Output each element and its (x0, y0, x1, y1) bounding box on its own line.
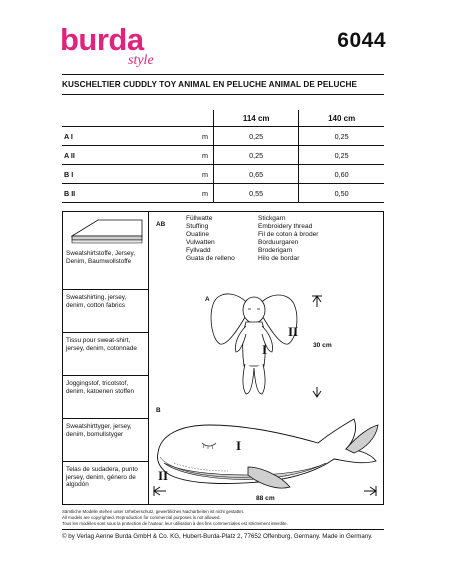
fabric-divider (62, 418, 149, 419)
notion-thread: Stickgarn (258, 215, 286, 222)
title-rule (62, 94, 384, 95)
length-dimension: 88 cm (256, 495, 275, 502)
logo-subtitle: style (128, 53, 154, 68)
notion-thread: Fil de coton à broder (258, 231, 319, 239)
fabric-divider (62, 375, 149, 376)
row-label: A II (62, 146, 146, 165)
view-a-label: A (205, 296, 210, 303)
footer-rule (62, 529, 384, 530)
notion-stuffing: Stuffing (186, 223, 209, 231)
cell-value: 0,60 (299, 165, 384, 184)
cell-value: 0,25 (299, 127, 384, 146)
cell-value: 0,25 (299, 146, 384, 165)
cell-value: 0,50 (299, 184, 384, 203)
column-header: 140 cm (328, 113, 356, 123)
copyright-notice (62, 509, 288, 526)
table-row (62, 146, 384, 165)
whale-body-piece-label: I (236, 438, 242, 453)
row-label: B I (62, 165, 146, 184)
fabric-divider (62, 289, 149, 290)
fabric-text-en: Sweatshirting, jersey, denim, cotton fabrics (66, 294, 127, 309)
notion-thread: Broderigarn (258, 247, 293, 255)
header-rule (62, 74, 384, 75)
fabric-text-nl: Joggingstof, tricotstof, denim, katoenen stoffen (66, 380, 135, 395)
fabric-divider (62, 332, 149, 333)
table-header-row (62, 110, 384, 127)
cell-value: 0,65 (214, 165, 299, 184)
notion-stuffing: Guata de relleno (186, 255, 235, 263)
bunny-ear-piece-label: II (288, 324, 299, 339)
notions-label: AB (156, 221, 166, 228)
fabric-requirements-table (62, 110, 384, 203)
column-header: 114 cm (214, 110, 299, 127)
pattern-number: 6044 (337, 29, 386, 52)
fabric-text-fr: Tissu pour sweat-shirt, jersey, denim, cotonnade (66, 337, 137, 352)
row-unit: m (146, 184, 214, 203)
cell-value: 0,55 (214, 184, 299, 203)
cell-value: 0,25 (214, 146, 299, 165)
notion-stuffing: Füllwatte (186, 215, 213, 222)
bunny-illustration (198, 282, 308, 400)
notion-stuffing-list (186, 215, 235, 264)
notice-line-fr: Tous les modèles sont sous la protection de l'auteur, leur utilisation à des fins commerciales est strictement interdite. (62, 520, 288, 526)
notice-line-de: Sämtliche Modelle stehen unter Urheberschutz, gewerbliches Nacharbeiten ist nicht gestattet. (62, 509, 245, 514)
notice-line-en: All models are copyrighted. Reproduction for commercial purposes is not allowed. (62, 514, 221, 520)
fabric-swatch-icon (68, 216, 146, 246)
notion-thread-list (258, 215, 318, 264)
height-dimension: 30 cm (313, 342, 332, 349)
bunny-piece-label: I (262, 342, 268, 357)
height-dimension-arrow (310, 293, 324, 405)
whale-belly-piece-label: II (158, 468, 169, 483)
row-label: A I (62, 127, 146, 146)
notion-thread: Hilo de bordar (258, 255, 300, 263)
publisher-address: © by Verlag Aenne Burda GmbH & Co. KG, Hubert-Burda-Platz 2, 77652 Offenburg, Germany. Made in Germany. (62, 533, 373, 540)
logo-wordmark: burda (60, 22, 144, 57)
table-row (62, 127, 384, 146)
notion-stuffing: Vulwatten (186, 239, 215, 247)
notion-stuffing: Ouatine (186, 231, 210, 239)
fabric-divider (62, 461, 149, 462)
pattern-title: KUSCHELTIER CUDDLY TOY ANIMAL EN PELUCHE ANIMAL DE PELUCHE (62, 80, 358, 89)
burda-style-logo (60, 22, 170, 72)
table-row (62, 184, 384, 203)
notion-stuffing: Fyllvadd (186, 247, 211, 255)
view-b-label: B (156, 407, 161, 414)
notion-thread: Embroidery thread (258, 223, 313, 231)
cell-value: 0,25 (214, 127, 299, 146)
fabric-text-es: Telas de sudadera, punto jersey, denim, género de algodón (66, 466, 138, 489)
row-unit: m (146, 127, 214, 146)
fabric-text-de: Sweatshirtstoffe, Jersey, Denim, Baumwollstoffe (66, 250, 136, 265)
row-unit: m (146, 165, 214, 184)
notion-thread: Borduurgaren (258, 239, 299, 247)
table-row (62, 165, 384, 184)
row-unit: m (146, 146, 214, 165)
row-label: B II (62, 184, 146, 203)
fabric-text-sv: Sweatshirttyger, jersey, denim, bomullstyger (66, 423, 132, 438)
